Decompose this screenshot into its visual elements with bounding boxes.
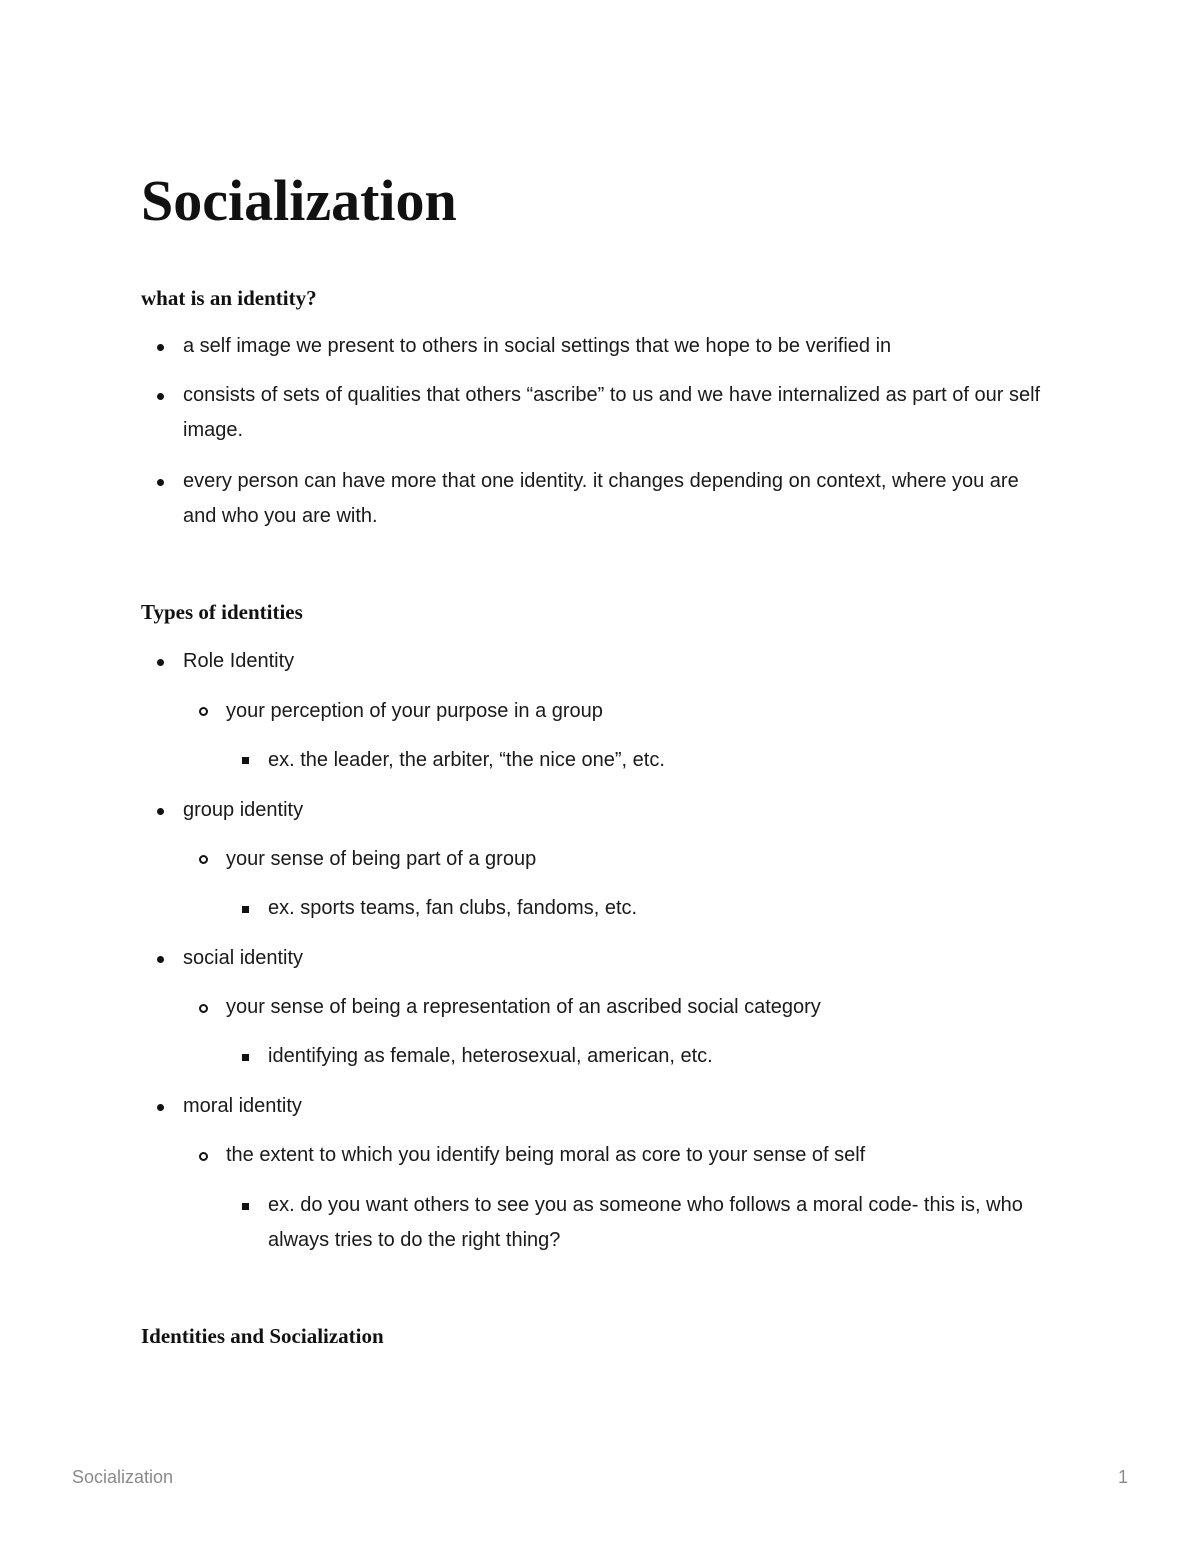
list-item: consists of sets of qualities that others “ascribe” to us and we have internalized as part of our self image.	[183, 384, 1041, 441]
square-bullet-icon	[242, 906, 249, 913]
list-item: ex. sports teams, fan clubs, fandoms, etc.	[268, 897, 638, 919]
bullet-icon	[157, 393, 164, 400]
footer-page-number: 1	[1117, 1467, 1128, 1487]
list-item: identifying as female, heterosexual, american, etc.	[268, 1045, 713, 1067]
section-heading-identities-and-socialization: Identities and Socialization	[141, 1324, 384, 1348]
section-heading-what-is-identity: what is an identity?	[141, 286, 317, 310]
list-item: moral identity	[183, 1095, 302, 1117]
list-item: your perception of your purpose in a group	[226, 700, 603, 722]
list-item: ex. the leader, the arbiter, “the nice one”, etc.	[268, 749, 665, 771]
document-title: Socialization	[141, 168, 457, 233]
bullet-icon	[157, 1104, 164, 1111]
bullet-icon	[157, 956, 164, 963]
hollow-bullet-icon	[199, 1152, 208, 1161]
footer-document-name: Socialization	[72, 1467, 174, 1487]
list-item: your sense of being part of a group	[226, 848, 537, 870]
list-item: ex. do you want others to see you as someone who follows a moral code- this is, who always tries to do the right thing?	[268, 1194, 1023, 1251]
bullet-icon	[157, 344, 164, 351]
list-item: social identity	[183, 947, 304, 969]
hollow-bullet-icon	[199, 855, 208, 864]
hollow-bullet-icon	[199, 1004, 208, 1013]
list-item: every person can have more that one identity. it changes depending on context, where you are and who you are with.	[183, 470, 1019, 527]
bullet-icon	[157, 659, 164, 666]
list-item: a self image we present to others in social settings that we hope to be verified in	[183, 335, 892, 357]
bullet-icon	[157, 479, 164, 486]
list-item: group identity	[183, 799, 304, 821]
section-heading-types-of-identities: Types of identities	[141, 600, 303, 624]
square-bullet-icon	[242, 1203, 249, 1210]
bullet-icon	[157, 808, 164, 815]
square-bullet-icon	[242, 757, 249, 764]
list-item: Role Identity	[183, 650, 295, 672]
square-bullet-icon	[242, 1054, 249, 1061]
list-item: your sense of being a representation of an ascribed social category	[226, 996, 821, 1018]
list-item: the extent to which you identify being moral as core to your sense of self	[226, 1144, 866, 1166]
hollow-bullet-icon	[199, 707, 208, 716]
